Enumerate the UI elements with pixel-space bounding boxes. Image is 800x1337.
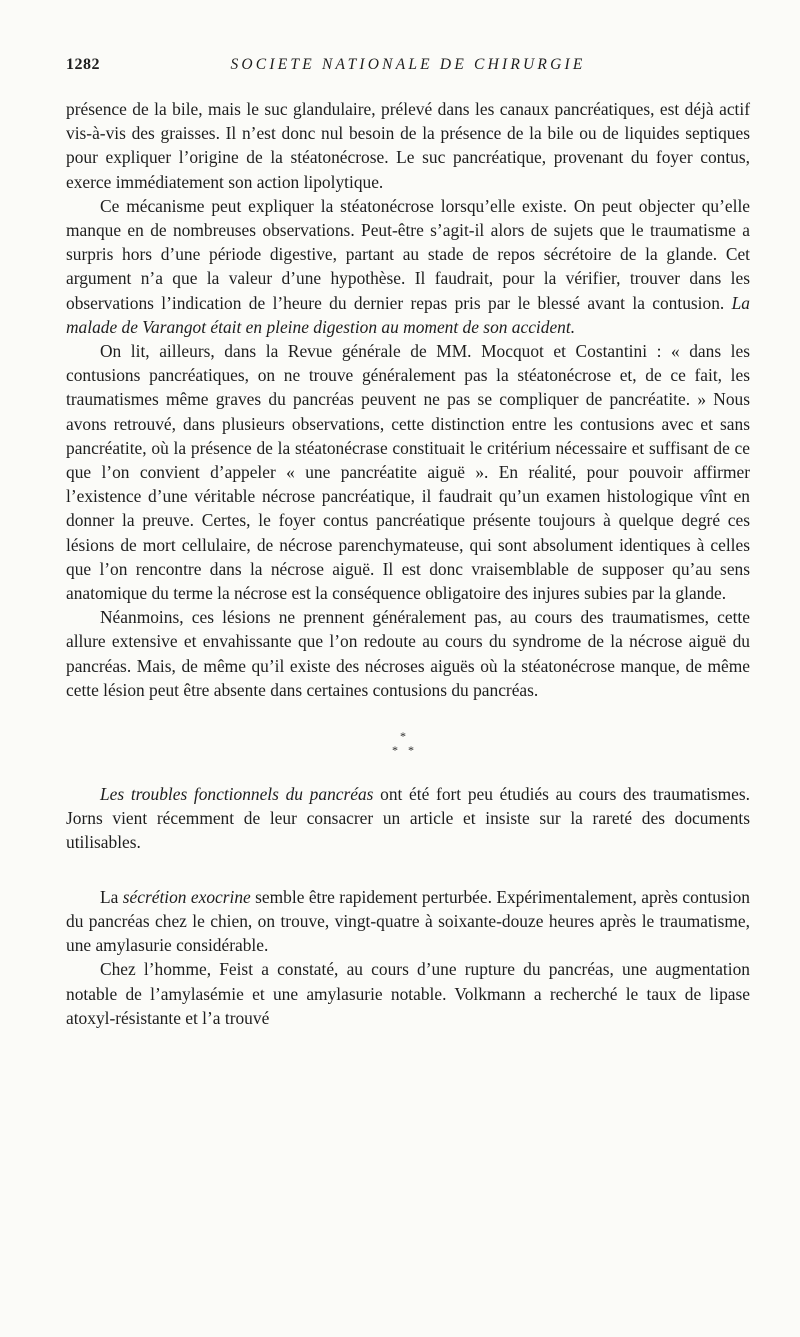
paragraph-6 xyxy=(66,885,750,958)
paragraph-5-text: ont été fort peu étudiés au cours des traumatismes. Jorns vient récemment de leur consacrer un article et insiste sur la rareté des documents utilisables. xyxy=(66,784,750,853)
paragraph-5 xyxy=(66,782,750,855)
paragraph-2 xyxy=(66,194,750,339)
paragraph-3 xyxy=(66,339,750,605)
asterism-divider xyxy=(66,722,750,774)
paragraph-4-text: Néanmoins, ces lésions ne prennent généralement pas, au cours des traumatismes, cette allure extensive et envahissante que l’on redoute au cours du syndrome de la nécrose aiguë du pancréas. Mais, de même qu’il existe des nécroses aiguës où la stéatonécrose manque, de même cette lésion peut être absente dans certaines contusions du pancréas. xyxy=(66,607,750,700)
page-header xyxy=(66,56,750,82)
paragraph-1-text: présence de la bile, mais le suc glandulaire, prélevé dans les canaux pancréatiques, est déjà actif vis-à-vis des graisses. Il n’est donc nul besoin de la présence de la bile ou de liquides septiques pour expliquer l’origine de la stéatonécrose. Le suc pancréatique, provenant du foyer contus, exerce immédiatement son action lipolytique. xyxy=(66,99,750,192)
paragraph-2-italic: La malade de Varangot était en pleine digestion au moment de son accident. xyxy=(66,292,750,337)
asterism-star-right: * xyxy=(408,743,414,758)
paragraph-2-text: Ce mécanisme peut expliquer la stéatonécrose lorsqu’elle existe. On peut objecter qu’elle manque en de nombreuses observations. Peut-être s’agit-il alors de sujets que le traumatisme a surpris hors d’une période digestive, partant au stade de repos sécrétoire de la glande. Cet argument n’a que la valeur d’une hypothèse. Il faudrait, pour la vérifier, trouver dans les observations l’indication de l’heure du dernier repas pris par le blessé avant la contusion. xyxy=(66,195,750,313)
paragraph-4 xyxy=(66,605,750,702)
paragraph-6-text: semble être rapidement perturbée. Expérimentalement, après contusion du pancréas chez le chien, on trouve, vingt-quatre à soixante-douze heures après le traumatisme, une amylasurie considérable. xyxy=(66,886,750,956)
paragraph-5-italic: Les troubles fonctionnels du pancréas xyxy=(100,784,374,805)
page-number: 1282 xyxy=(66,56,100,73)
asterism-star-left: * xyxy=(392,743,398,758)
asterism-star-top: * xyxy=(400,729,406,744)
paragraph-6-prefix: La xyxy=(100,886,123,907)
paragraph-3-text: On lit, ailleurs, dans la Revue générale de MM. Mocquot et Costantini : « dans les contusions pancréatiques, on ne trouve généralement pas la stéatonécrose et, de ce fait, les traumatismes même graves du pancréas peuvent ne pas se compliquer de pancréatite. » Nous avons retrouvé, dans plusieurs observations, cette distinction entre les contusions avec et sans pancréatite, où la présence de la stéatonécrase constituait le critérium nécessaire et suffisant de ce que l’on convient d’appeler « une pancréatite aiguë ». En réalité, pour pouvoir affirmer l’existence d’une véritable nécrose pancréatique, il faudrait qu’un examen histologique vînt en donner la preuve. Certes, le foyer contus pancréatique présente toujours à quelque degré ces lésions de mort cellulaire, de nécrose parenchymateuse, qui sont absolument identiques à celles que l’on rencontre dans la nécrose aiguë. Il est donc vraisemblable de supposer qu’au sens anatomique du terme la nécrose est la conséquence obligatoire des injures subies par la glande. xyxy=(66,341,750,604)
body-text xyxy=(66,97,750,1030)
paragraph-6-italic: sécrétion exocrine xyxy=(122,886,251,907)
paragraph-7-text: Chez l’homme, Feist a constaté, au cours d’une rupture du pancréas, une augmentation notable de l’amylasémie et une amylasurie notable. Volkmann a recherché le taux de lipase atoxyl-résistante et l’a trouvé xyxy=(66,959,750,1028)
running-head: SOCIETE NATIONALE DE CHIRURGIE xyxy=(230,56,586,73)
paragraph-7 xyxy=(66,957,750,1030)
paragraph-1 xyxy=(66,97,750,194)
